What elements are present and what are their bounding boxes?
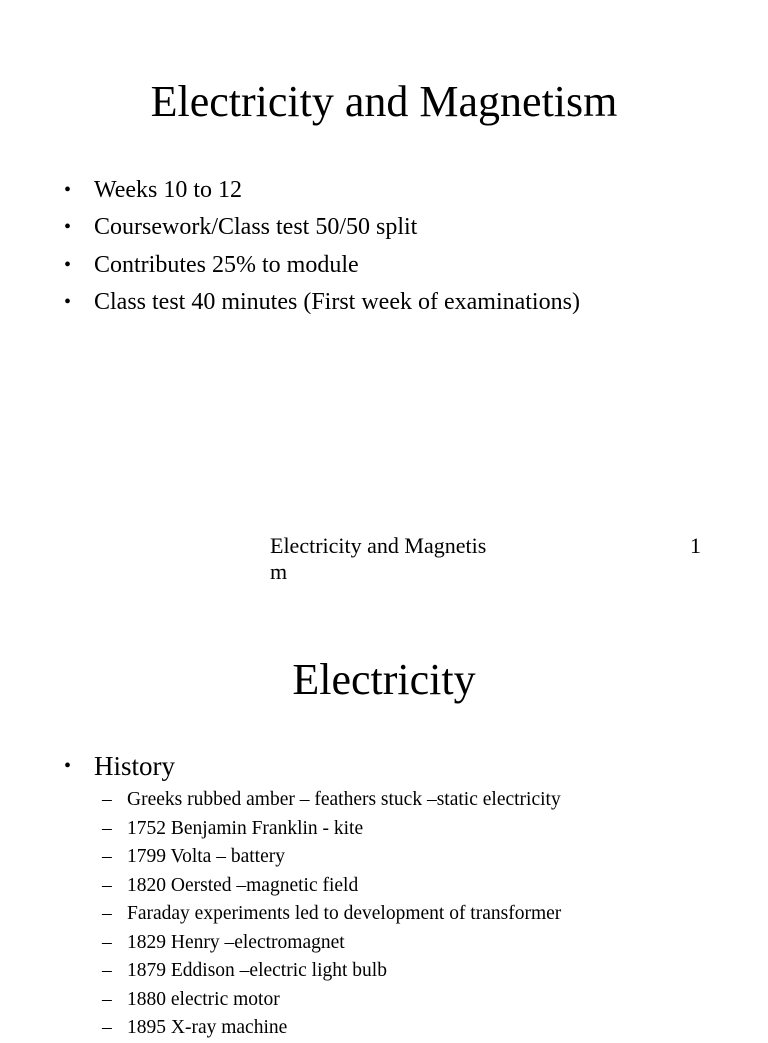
dash-icon: –: [102, 903, 112, 924]
bullet-item: [60, 284, 580, 321]
bullet-text: Class test 40 minutes (First week of examinations): [94, 288, 580, 315]
sub-bullet-text: 1820 Oersted –magnetic field: [127, 874, 359, 896]
sub-bullet-text: 1879 Eddison –electric light bulb: [127, 960, 387, 981]
dash-icon: –: [102, 846, 112, 867]
bullet-item: [60, 247, 580, 284]
bullet-item: [60, 748, 561, 1043]
sub-bullet-item: [94, 1014, 561, 1043]
bullet-list: [60, 748, 561, 1043]
sub-bullet-item: [94, 986, 561, 1015]
bullet-icon: •: [64, 179, 72, 201]
bullet-icon: •: [64, 755, 72, 777]
dash-icon: –: [102, 874, 112, 896]
bullet-text: History: [94, 751, 175, 781]
sub-bullet-item: [94, 957, 561, 986]
bullet-icon: •: [64, 290, 72, 313]
sub-bullet-item: [94, 900, 561, 929]
sub-bullet-text: 1752 Benjamin Franklin - kite: [127, 817, 364, 839]
sub-bullet-text: 1829 Henry –electromagnet: [127, 931, 345, 953]
bullet-icon: •: [64, 216, 72, 239]
bullet-text: Contributes 25% to module: [94, 251, 359, 278]
slide-title: Electricity and Magnetism: [150, 77, 618, 126]
sub-bullet-text: Greeks rubbed amber – feathers stuck –static electricity: [127, 789, 561, 810]
dash-icon: –: [102, 960, 112, 981]
dash-icon: –: [102, 817, 112, 839]
sub-bullet-text: 1880 electric motor: [127, 988, 280, 1010]
dash-icon: –: [102, 789, 112, 810]
sub-bullet-item: [94, 872, 561, 901]
slide-title: Electricity: [292, 655, 476, 704]
sub-bullet-text: 1895 X-ray machine: [127, 1017, 288, 1038]
dash-icon: –: [102, 988, 112, 1010]
bullet-item: [60, 209, 580, 246]
sub-bullet-item: [94, 786, 561, 815]
bullet-text: Coursework/Class test 50/50 split: [94, 214, 418, 241]
bullet-list: [60, 172, 580, 321]
sub-bullet-text: Faraday experiments led to development of transformer: [127, 903, 562, 924]
slide-number: 1: [690, 533, 701, 558]
bullet-item: [60, 172, 580, 209]
bullet-icon: •: [64, 253, 72, 276]
slide-2: [0, 586, 768, 1038]
dash-icon: –: [102, 931, 112, 953]
sub-bullet-list: [94, 786, 561, 1043]
slide-footer: Electricity and Magnetism: [270, 533, 487, 584]
sub-bullet-item: [94, 929, 561, 958]
sub-bullet-item: [94, 843, 561, 872]
sub-bullet-text: 1799 Volta – battery: [127, 846, 285, 867]
dash-icon: –: [102, 1017, 112, 1038]
bullet-text: Weeks 10 to 12: [94, 177, 243, 203]
sub-bullet-item: [94, 815, 561, 844]
